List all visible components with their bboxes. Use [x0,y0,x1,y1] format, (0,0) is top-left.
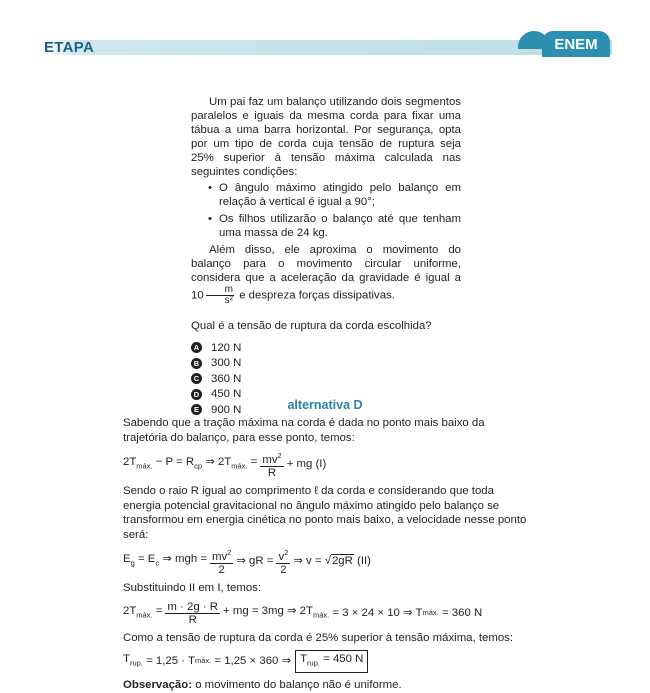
bullet-icon: • [208,213,212,225]
answer-title: alternativa D [287,398,363,412]
paragraph-text: e despreza forças dissipativas. [239,289,395,302]
option-b[interactable] [191,356,461,372]
solution-block [123,416,531,693]
equation-3: $2T_{máx.}$ = $\frac{m \cdot 2g \cdot R}{R}$ + mg = 3mg ⇒ $2T_{máx.}$ = 3 × 24 × 10 ⇒ T máx. = 360 N [123,600,483,626]
option-text: 120 N [211,341,242,354]
option-text: 900 N [211,403,242,416]
option-text: 360 N [211,372,242,385]
condition-text: O ângulo máximo atingido pelo balanço em relação à vertical é igual a 90°; [219,182,461,208]
observation [123,678,531,693]
option-text: 450 N [211,388,242,401]
condition-text: Os filhos utilizarão o balanço até que tenham uma massa de 24 kg. [219,213,461,239]
equation-2: $E_g = E_c$ ⇒ mgh = $\frac{mv^2}{2}$ ⇒ gR = $\frac{v^2}{2}$ ⇒ v = √2gR (II) [123,548,371,577]
option-letter-icon: A [191,342,202,353]
option-letter-icon: C [191,373,202,384]
condition-item [191,212,461,240]
gravity-value: 10 [191,289,204,302]
equation-4-calc: = 1,25 × 360 ⇒ [214,655,292,668]
question-paragraph-2 [191,243,461,306]
observation-text: o movimento do balanço não é uniforme. [195,679,402,692]
paragraph-text: Além disso, ele aproxima o movimento do balanço para o movimento circular uniforme, considera que a aceleração da gravidade é igual a [191,244,461,284]
bullet-icon: • [208,182,212,194]
option-c[interactable] [191,371,461,387]
solution-text-3: Substituindo II em I, temos: [123,582,262,595]
brand-logo: ETAPA [44,39,95,56]
equation-3-result: = 360 N [441,606,483,619]
equation-1: $2T_{máx.} - P = R_{cp}$ ⇒ $2T_{máx.}$ = $\frac{mv^2}{R}$ + mg (I) [123,451,327,479]
exam-tab: ENEM [542,31,610,57]
unit-numerator: m [206,285,234,296]
equation-2-tail: (II) [357,555,371,568]
equation-4: $T_{rup.}$ = 1,25 · T máx. = 1,25 × 360 ⇒ $T_{rup.} = 450$ N [123,650,531,673]
question-prompt: Qual é a tensão de ruptura da corda escolhida? [191,320,432,332]
gravity-unit [206,285,234,306]
option-letter-icon: D [191,389,202,400]
condition-item [191,181,461,209]
unit-denominator: s² [224,295,234,306]
solution-text-4: Como a tensão de ruptura da corda é 25% superior à tensão máxima, temos: [123,631,514,644]
option-letter-icon: B [191,358,202,369]
equation-1-tail: + mg (I) [286,458,327,471]
solution-text-2: Sendo o raio R igual ao comprimento ℓ da corda e considerando que toda energia potencial gravitacional no ângulo máximo atingido pelo balanço se transformou em energia cinética no ponto mais baixo, a velocidade nesse ponto será: [123,484,527,541]
observation-label: Observação: [123,679,193,692]
question-paragraph-1: Um pai faz um balanço utilizando dois segmentos paralelos e iguais da mesma corda para fixar uma tábua a uma barra horizontal. Por segurança, opta por um tipo de corda cuja tensão de ruptura seja 25% superior à tensão máxima calculada nas seguintes condições: [191,96,461,178]
final-answer-box: $T_{rup.} = 450$ N [295,650,368,673]
option-a[interactable] [191,340,461,356]
question-block [191,95,461,418]
option-text: 300 N [211,357,242,370]
conditions-list [191,181,461,240]
equation-3-calc: = 3 × 24 × 10 ⇒ T [332,606,423,619]
solution-text-1: Sabendo que a tração máxima na corda é dada no ponto mais baixo da trajetória do balanço, para esse ponto, temos: [123,417,485,444]
option-letter-icon: E [191,404,202,415]
page-header [0,0,650,62]
equation-4-mid: = 1,25 · T [146,655,195,668]
final-answer-value: = 450 N [323,653,364,666]
